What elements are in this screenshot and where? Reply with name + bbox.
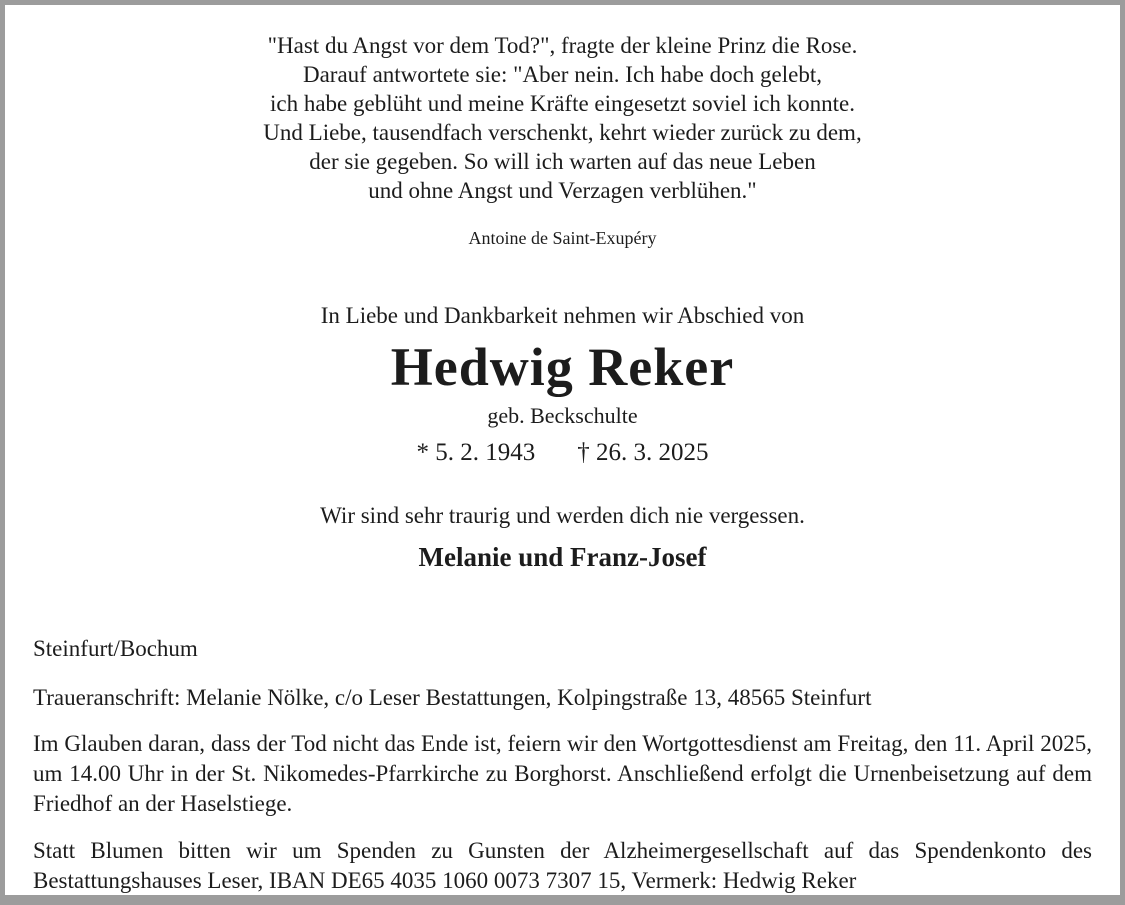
quote-line: ich habe geblüht und meine Kräfte eingesetzt soviel ich konnte. xyxy=(269,91,856,116)
quote-line: Darauf antwortete sie: "Aber nein. Ich habe doch gelebt, xyxy=(302,62,822,87)
maiden-name: geb. Beckschulte xyxy=(487,403,638,428)
quote-line: der sie gegeben. So will ich warten auf das neue Leben xyxy=(309,149,816,174)
location-line: Steinfurt/Bochum xyxy=(33,636,198,661)
quote-attribution: Antoine de Saint-Exupéry xyxy=(468,228,657,248)
service-paragraph: Im Glauben daran, dass der Tod nicht das Ende ist, feiern wir den Wortgottesdienst am Freitag, den 11. April 2025, um 14.00 Uhr in der St. Nikomedes-Pfarrkirche zu Borghorst. Anschließend erfolgt die Urnenbeisetzung auf dem Friedhof an der Haselstiege. xyxy=(33,731,1092,816)
opening-quote xyxy=(33,5,1092,205)
mourning-address: Traueranschrift: Melanie Nölke, c/o Leser Bestattungen, Kolpingstraße 13, 48565 Steinfurt xyxy=(33,685,872,710)
quote-line: Und Liebe, tausendfach verschenkt, kehrt wieder zurück zu dem, xyxy=(263,120,862,145)
announcement-intro: In Liebe und Dankbarkeit nehmen wir Abschied von xyxy=(320,303,805,328)
birth-date: * 5. 2. 1943 xyxy=(416,439,536,466)
donation-paragraph: Statt Blumen bitten wir um Spenden zu Gunsten der Alzheimergesellschaft auf das Spendenkonto des Bestattungshauses Leser, IBAN DE65 4035 1060 0073 7307 15, Vermerk: Hedwig Reker xyxy=(33,838,1092,893)
life-dates xyxy=(33,438,1092,468)
quote-line: und ohne Angst und Verzagen verblühen." xyxy=(368,178,757,203)
condolence-line: Wir sind sehr traurig und werden dich nie vergessen. xyxy=(320,503,805,528)
obituary-page xyxy=(5,5,1120,895)
quote-line: "Hast du Angst vor dem Tod?", fragte der kleine Prinz die Rose. xyxy=(267,33,858,58)
death-date: † 26. 3. 2025 xyxy=(577,439,709,466)
family-names: Melanie und Franz-Josef xyxy=(418,542,707,572)
deceased-name: Hedwig Reker xyxy=(390,337,735,397)
